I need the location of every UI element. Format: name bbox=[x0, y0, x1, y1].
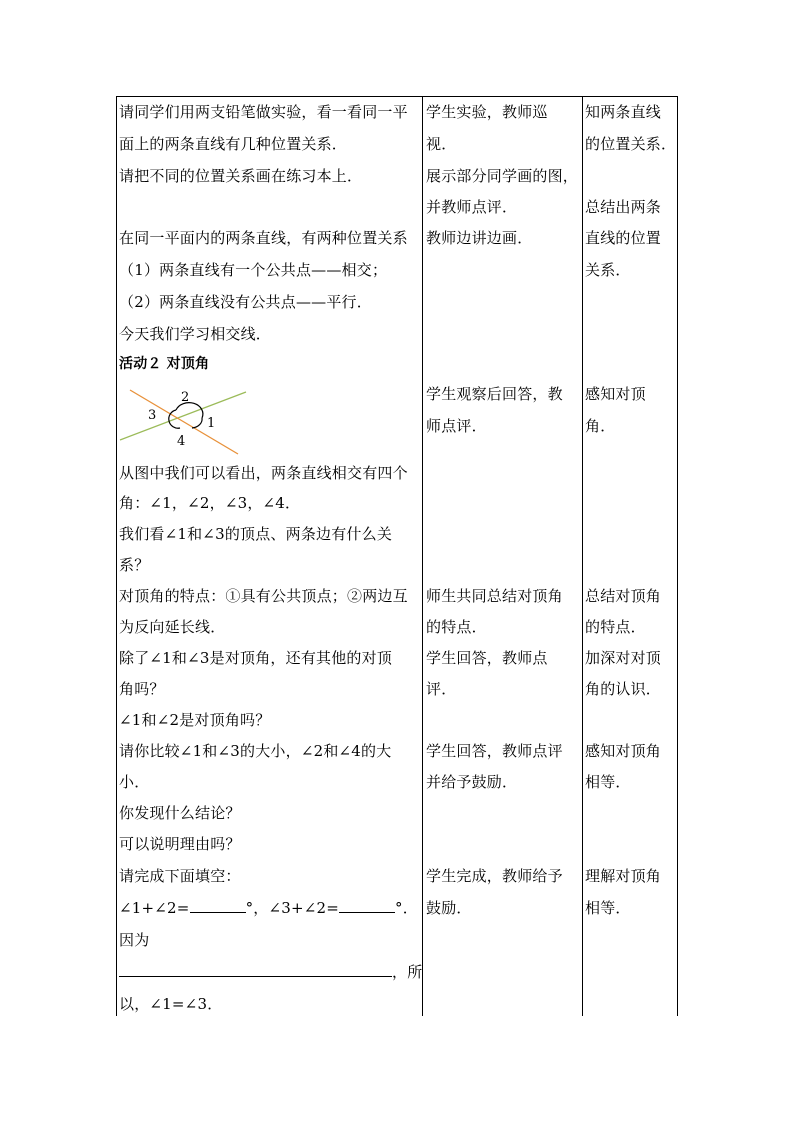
table-divider-1 bbox=[422, 96, 423, 1016]
text-line: 从图中我们可以看出，两条直线相交有四个 bbox=[119, 464, 408, 482]
text-line: 并给予鼓励． bbox=[426, 773, 518, 791]
angle-label-4: 4 bbox=[177, 434, 186, 449]
reason-blank[interactable] bbox=[119, 962, 392, 977]
answer-blank-2[interactable] bbox=[339, 898, 395, 913]
text-line: 角． bbox=[585, 417, 616, 435]
text-line: 知两条直线 bbox=[585, 103, 662, 121]
text-line: 视． bbox=[426, 135, 457, 153]
text-line: 以，∠1=∠3． bbox=[119, 995, 223, 1013]
angle-label-2: 2 bbox=[181, 390, 190, 405]
text-line: 直线的位置 bbox=[585, 229, 662, 247]
text-line: 的特点． bbox=[426, 618, 487, 636]
text-line: （1）两条直线有一个公共点——相交； bbox=[119, 261, 388, 279]
text-line: 除了∠1和∠3是对顶角，还有其他的对顶 bbox=[119, 649, 393, 667]
reason-line bbox=[119, 962, 422, 982]
text-line: 相等． bbox=[585, 899, 631, 917]
text-line: （2）两条直线没有公共点——平行． bbox=[119, 293, 372, 311]
activity-title: 活动２ 对顶角 bbox=[119, 356, 210, 372]
text-line: 评． bbox=[426, 680, 457, 698]
angle-label-3: 3 bbox=[148, 408, 157, 423]
table-left-border bbox=[116, 96, 117, 1016]
text-line: 请同学们用两支铅笔做实验，看一看同一平 bbox=[119, 103, 408, 121]
text-line: 并教师点评． bbox=[426, 198, 518, 216]
text-line: 学生实验，教师巡 bbox=[426, 103, 548, 121]
text-line: 对顶角的特点：①具有公共顶点；②两边互 bbox=[119, 587, 408, 605]
text-line: 关系． bbox=[585, 261, 631, 279]
fill-text-a: ∠1+∠2= bbox=[119, 899, 190, 917]
text-line: 系？ bbox=[119, 556, 150, 574]
answer-blank-1[interactable] bbox=[190, 898, 246, 913]
text-line: ∠1和∠2是对顶角吗？ bbox=[119, 711, 271, 729]
angle-label-1: 1 bbox=[207, 416, 216, 431]
table-top-border bbox=[116, 96, 678, 97]
fill-text-b: °，∠3+∠2= bbox=[245, 899, 340, 917]
table-divider-2 bbox=[582, 96, 583, 1016]
text-line: 角吗？ bbox=[119, 680, 165, 698]
fill-in-blank-line bbox=[119, 898, 418, 918]
angle-arc-right bbox=[192, 418, 202, 428]
text-line: 学生回答，教师点评 bbox=[426, 742, 563, 760]
text-line: 可以说明理由吗？ bbox=[119, 835, 241, 853]
text-line: 学生完成，教师给予 bbox=[426, 867, 563, 885]
vertical-angles-figure bbox=[118, 382, 253, 458]
text-line: 鼓励． bbox=[426, 899, 472, 917]
text-line: 感知对顶角 bbox=[585, 742, 662, 760]
text-line: 因为 bbox=[119, 931, 150, 949]
text-line: 请你比较∠1和∠3的大小，∠2和∠4的大 bbox=[119, 742, 392, 760]
text-line: 总结出两条 bbox=[585, 198, 662, 216]
text-line: 角的认识． bbox=[585, 680, 662, 698]
text-line: 角：∠1，∠2，∠3，∠4． bbox=[119, 494, 301, 512]
text-line: 总结对顶角 bbox=[585, 587, 662, 605]
text-line: 师点评． bbox=[426, 417, 487, 435]
text-line: 请完成下面填空： bbox=[119, 867, 241, 885]
text-line: 你发现什么结论？ bbox=[119, 804, 241, 822]
text-line: 学生回答，教师点 bbox=[426, 649, 548, 667]
text-line: 在同一平面内的两条直线，有两种位置关系 bbox=[119, 229, 408, 247]
text-line: 今天我们学习相交线． bbox=[119, 325, 272, 343]
text-line: 请把不同的位置关系画在练习本上． bbox=[119, 167, 363, 185]
text-line: 加深对对顶 bbox=[585, 649, 662, 667]
text-line: 感知对顶 bbox=[585, 385, 646, 403]
fill-text-c: °． bbox=[395, 899, 418, 917]
text-line: 为反向延长线． bbox=[119, 618, 226, 636]
text-line: 我们看∠1和∠3的顶点、两条边有什么关 bbox=[119, 525, 393, 543]
text-line: 教师边讲边画． bbox=[426, 229, 533, 247]
table-right-border bbox=[677, 96, 678, 1016]
text-line: 的位置关系． bbox=[585, 135, 677, 153]
reason-tail: ，所 bbox=[392, 963, 423, 981]
text-line: 的特点． bbox=[585, 618, 646, 636]
text-line: 相等． bbox=[585, 773, 631, 791]
text-line: 小． bbox=[119, 773, 150, 791]
text-line: 理解对顶角 bbox=[585, 867, 662, 885]
text-line: 展示部分同学画的图， bbox=[426, 167, 579, 185]
text-line: 学生观察后回答，教 bbox=[426, 385, 563, 403]
text-line: 师生共同总结对顶角 bbox=[426, 587, 563, 605]
text-line: 面上的两条直线有几种位置关系． bbox=[119, 135, 348, 153]
